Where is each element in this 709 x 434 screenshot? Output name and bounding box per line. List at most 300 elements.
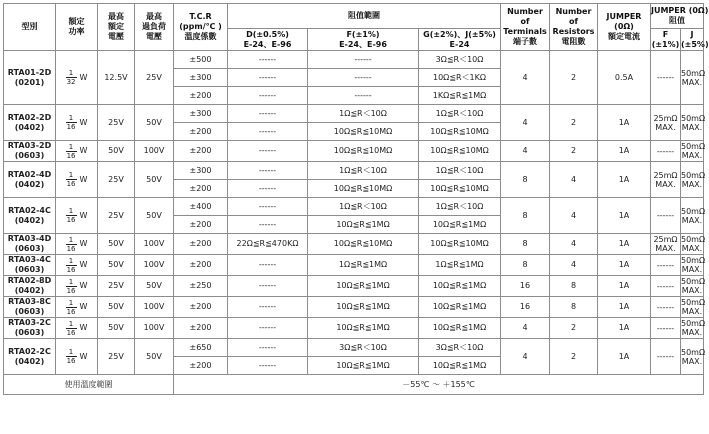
jumper-j-cell	[681, 198, 704, 234]
range-d-cell: ------	[228, 276, 308, 297]
power-denominator: 16	[66, 307, 76, 316]
range-gj-cell: 3Ω≦R＜10Ω	[419, 339, 501, 357]
power-denominator: 32	[66, 78, 76, 86]
power-fraction	[66, 320, 77, 337]
terminals-cell: 4	[501, 141, 550, 162]
package-size: (0402)	[14, 215, 45, 225]
power-fraction	[66, 69, 77, 86]
model-name: RTA02-4C	[8, 205, 51, 215]
max-voltage-cell: 25V	[98, 339, 135, 375]
power-unit: W	[79, 210, 88, 220]
range-gj-cell: 10Ω≦R≦1MΩ	[419, 318, 501, 339]
jumper-f-value: 25mΩ	[653, 113, 678, 123]
range-d-cell: ------	[228, 87, 308, 105]
jumper-current-cell: 1A	[598, 255, 651, 276]
max-voltage-cell: 12.5V	[98, 51, 135, 105]
terminals-cell: 4	[501, 318, 550, 339]
jumper-j-value: 50mΩ	[681, 347, 706, 357]
operating-temp-label: 使用溫度範圍	[4, 375, 174, 395]
header-rated-power: 額定 功率	[56, 4, 98, 51]
tcr-cell: ±300	[174, 105, 228, 123]
jumper-current-cell: 1A	[598, 297, 651, 318]
table-row	[4, 255, 704, 276]
max-voltage-cell: 50V	[98, 141, 135, 162]
jumper-j-value: 50mΩ	[681, 298, 706, 307]
max-overload-cell: 50V	[135, 105, 174, 141]
footer-row	[4, 375, 704, 395]
range-gj-cell: 1Ω≦R＜10Ω	[419, 105, 501, 123]
max-voltage-cell: 50V	[98, 318, 135, 339]
power-fraction	[66, 278, 77, 295]
model-name: RTA03-4D	[7, 234, 52, 243]
table-row	[4, 276, 704, 297]
terminals-cell: 8	[501, 162, 550, 198]
rated-power-cell	[56, 339, 98, 375]
power-denominator: 16	[66, 180, 76, 188]
header-tolerance-f: F(±1%) E-24、E-96	[308, 29, 419, 51]
range-gj-cell: 10Ω≦R≦10MΩ	[419, 123, 501, 141]
jumper-j-max: MAX.	[681, 356, 703, 366]
range-gj-cell: 10Ω≦R≦10MΩ	[419, 234, 501, 255]
range-f-cell: 10Ω≦R≦1MΩ	[308, 276, 419, 297]
jumper-j-max: MAX.	[681, 77, 703, 87]
range-d-cell: ------	[228, 255, 308, 276]
jumper-j-max: MAX.	[681, 122, 703, 132]
header-tolerance-gj: G(±2%)、J(±5%) E-24	[419, 29, 501, 51]
model-name: RTA02-4D	[7, 169, 52, 179]
jumper-j-value: 50mΩ	[681, 206, 706, 216]
power-unit: W	[79, 323, 88, 332]
model-name: RTA02-8D	[7, 276, 52, 285]
jumper-f-cell	[651, 234, 681, 255]
package-size: (0603)	[14, 265, 45, 274]
tcr-cell: ±200	[174, 180, 228, 198]
jumper-f-max: MAX.	[655, 244, 676, 253]
jumper-j-cell	[681, 276, 704, 297]
tcr-cell: ±200	[174, 318, 228, 339]
package-size: (0603)	[14, 328, 45, 337]
range-d-cell: ------	[228, 69, 308, 87]
resistors-cell: 4	[550, 162, 598, 198]
header-max-voltage: 最高 額定 電壓	[98, 4, 135, 51]
jumper-f-cell	[651, 141, 681, 162]
jumper-f-value: ------	[656, 211, 675, 220]
resistors-cell: 4	[550, 198, 598, 234]
jumper-f-cell	[651, 51, 681, 105]
jumper-current-cell: 1A	[598, 141, 651, 162]
jumper-current-cell: 1A	[598, 276, 651, 297]
jumper-current-cell: 1A	[598, 162, 651, 198]
rated-power-cell	[56, 198, 98, 234]
resistors-cell: 2	[550, 51, 598, 105]
header-model: 型別	[4, 4, 56, 51]
max-overload-cell: 100V	[135, 234, 174, 255]
power-numerator: 1	[66, 257, 77, 266]
terminals-cell: 8	[501, 255, 550, 276]
model-cell	[4, 51, 56, 105]
package-size: (0603)	[14, 244, 45, 253]
terminals-cell: 4	[501, 51, 550, 105]
range-d-cell: ------	[228, 318, 308, 339]
model-name: RTA03-8C	[8, 297, 51, 306]
tcr-cell: ±300	[174, 162, 228, 180]
tcr-cell: ±200	[174, 216, 228, 234]
jumper-f-value: ------	[656, 281, 675, 291]
tcr-cell: ±200	[174, 87, 228, 105]
range-f-cell: 1Ω≦R＜10Ω	[308, 162, 419, 180]
jumper-j-value: 50mΩ	[681, 170, 706, 180]
range-f-cell: 10Ω≦R≦10MΩ	[308, 180, 419, 198]
power-unit: W	[79, 146, 88, 155]
range-gj-cell: 1Ω≦R≦1MΩ	[419, 255, 501, 276]
jumper-f-value: 25mΩ	[653, 170, 678, 180]
rated-power-cell	[56, 255, 98, 276]
power-numerator: 1	[66, 278, 77, 287]
range-f-cell: 1Ω≦R≦1MΩ	[308, 255, 419, 276]
range-f-cell: ------	[308, 87, 419, 105]
model-name: RTA03-2C	[8, 318, 51, 327]
package-size: (0603)	[14, 307, 45, 316]
table-row	[4, 318, 704, 339]
range-gj-cell: 1Ω≦R＜10Ω	[419, 162, 501, 180]
rated-power-cell	[56, 297, 98, 318]
range-d-cell: ------	[228, 162, 308, 180]
jumper-f-cell	[651, 105, 681, 141]
power-unit: W	[79, 117, 88, 127]
max-voltage-cell: 50V	[98, 255, 135, 276]
range-f-cell: 10Ω≦R≦1MΩ	[308, 318, 419, 339]
jumper-current-cell: 1A	[598, 234, 651, 255]
jumper-f-cell	[651, 198, 681, 234]
resistors-cell: 8	[550, 276, 598, 297]
range-d-cell: ------	[228, 297, 308, 318]
terminals-cell: 16	[501, 276, 550, 297]
range-d-cell: ------	[228, 357, 308, 375]
range-gj-cell: 1KΩ≦R≦1MΩ	[419, 87, 501, 105]
jumper-current-cell: 1A	[598, 198, 651, 234]
max-voltage-cell: 50V	[98, 297, 135, 318]
jumper-f-value: ------	[656, 352, 675, 361]
model-cell	[4, 234, 56, 255]
tcr-cell: ±200	[174, 357, 228, 375]
jumper-current-cell: 0.5A	[598, 51, 651, 105]
range-d-cell: ------	[228, 216, 308, 234]
header-jumper-resistance: JUMPER (0Ω) 阻值	[651, 4, 704, 29]
jumper-current-cell: 1A	[598, 105, 651, 141]
jumper-j-max: MAX.	[681, 286, 703, 295]
max-voltage-cell: 25V	[98, 162, 135, 198]
power-denominator: 16	[66, 151, 76, 160]
tcr-cell: ±200	[174, 255, 228, 276]
range-f-cell: 10Ω≦R≦1MΩ	[308, 297, 419, 318]
tcr-cell: ±400	[174, 198, 228, 216]
jumper-j-cell	[681, 105, 704, 141]
jumper-f-value: 25mΩ	[653, 235, 678, 244]
jumper-j-cell	[681, 318, 704, 339]
rated-power-cell	[56, 276, 98, 297]
rated-power-cell	[56, 318, 98, 339]
model-cell	[4, 162, 56, 198]
jumper-j-cell	[681, 234, 704, 255]
power-fraction	[66, 171, 77, 188]
table-body	[4, 51, 704, 375]
jumper-f-max: MAX.	[655, 179, 676, 189]
max-overload-cell: 100V	[135, 297, 174, 318]
jumper-j-value: 50mΩ	[681, 319, 706, 328]
header-jumper-j: J (±5%)	[681, 29, 709, 49]
max-overload-cell: 100V	[135, 141, 174, 162]
tcr-cell: ±200	[174, 141, 228, 162]
table-row	[4, 198, 704, 216]
range-d-cell: ------	[228, 198, 308, 216]
power-fraction	[66, 236, 77, 253]
power-unit: W	[79, 72, 88, 82]
table-row	[4, 51, 704, 69]
table-row	[4, 105, 704, 123]
operating-temp-value: －55℃ ～ ＋155℃	[174, 375, 704, 395]
tcr-cell: ±500	[174, 51, 228, 69]
range-d-cell: 22Ω≦R≦470KΩ	[228, 234, 308, 255]
max-overload-cell: 25V	[135, 51, 174, 105]
model-name: RTA02-2C	[8, 346, 51, 356]
max-overload-cell: 50V	[135, 162, 174, 198]
rated-power-cell	[56, 141, 98, 162]
package-size: (0201)	[14, 77, 45, 87]
range-gj-cell: 10Ω≦R≦10MΩ	[419, 141, 501, 162]
table-row	[4, 141, 704, 162]
model-cell	[4, 276, 56, 297]
jumper-j-value: 50mΩ	[681, 68, 706, 78]
jumper-j-cell	[681, 339, 704, 375]
jumper-j-cell	[681, 51, 704, 105]
power-numerator: 1	[66, 320, 77, 329]
range-f-cell: 10Ω≦R≦10MΩ	[308, 123, 419, 141]
power-fraction	[66, 299, 77, 316]
tcr-cell: ±200	[174, 297, 228, 318]
spec-sheet	[3, 3, 709, 431]
table-row	[4, 162, 704, 180]
model-cell	[4, 141, 56, 162]
package-size: (0402)	[14, 286, 45, 295]
jumper-j-value: 50mΩ	[681, 277, 706, 286]
terminals-cell: 8	[501, 234, 550, 255]
header-terminals: Number of Terminals 端子數	[501, 4, 550, 51]
range-f-cell: 10Ω≦R≦1MΩ	[308, 357, 419, 375]
header-tolerance-d: D(±0.5%) E-24、E-96	[228, 29, 308, 51]
jumper-j-cell	[681, 297, 704, 318]
range-d-cell: ------	[228, 51, 308, 69]
resistors-cell: 8	[550, 297, 598, 318]
range-f-cell: 10Ω≦R≦1MΩ	[308, 216, 419, 234]
header-resistors: Number of Resistors 電阻數	[550, 4, 598, 51]
jumper-f-cell	[651, 318, 681, 339]
jumper-j-value: 50mΩ	[681, 256, 706, 265]
jumper-f-max: MAX.	[655, 122, 676, 132]
model-cell	[4, 105, 56, 141]
range-d-cell: ------	[228, 105, 308, 123]
range-gj-cell: 1Ω≦R＜10Ω	[419, 198, 501, 216]
table-row	[4, 339, 704, 357]
jumper-j-max: MAX.	[681, 151, 703, 160]
range-f-cell: 10Ω≦R≦10MΩ	[308, 141, 419, 162]
range-f-cell: 10Ω≦R≦10MΩ	[308, 234, 419, 255]
power-denominator: 16	[66, 286, 76, 295]
resistors-cell: 2	[550, 141, 598, 162]
range-gj-cell: 10Ω≦R≦10MΩ	[419, 180, 501, 198]
jumper-j-max: MAX.	[681, 244, 703, 253]
jumper-current-cell: 1A	[598, 318, 651, 339]
range-f-cell: 3Ω≦R＜10Ω	[308, 339, 419, 357]
max-overload-cell: 100V	[135, 318, 174, 339]
jumper-current-cell: 1A	[598, 339, 651, 375]
max-overload-cell: 100V	[135, 255, 174, 276]
power-numerator: 1	[66, 299, 77, 308]
power-unit: W	[79, 174, 88, 184]
power-fraction	[66, 143, 77, 160]
package-size: (0402)	[14, 356, 45, 366]
power-numerator: 1	[66, 348, 77, 357]
max-voltage-cell: 25V	[98, 276, 135, 297]
power-denominator: 16	[66, 123, 76, 131]
range-gj-cell: 3Ω≦R＜10Ω	[419, 51, 501, 69]
header-max-overload: 最高 過負荷 電壓	[135, 4, 174, 51]
rated-power-cell	[56, 162, 98, 198]
tcr-cell: ±200	[174, 123, 228, 141]
power-fraction	[66, 207, 77, 224]
package-size: (0603)	[14, 151, 45, 160]
range-f-cell: 1Ω≦R＜10Ω	[308, 198, 419, 216]
power-numerator: 1	[66, 207, 77, 216]
tcr-cell: ±250	[174, 276, 228, 297]
jumper-f-cell	[651, 276, 681, 297]
resistors-cell: 2	[550, 318, 598, 339]
model-name: RTA02-2D	[7, 112, 52, 122]
power-unit: W	[79, 239, 88, 248]
range-f-cell: ------	[308, 69, 419, 87]
jumper-f-value: ------	[656, 146, 675, 156]
rated-power-cell	[56, 105, 98, 141]
jumper-f-value: ------	[656, 302, 675, 312]
model-name: RTA01-2D	[7, 67, 52, 77]
jumper-j-cell	[681, 162, 704, 198]
power-numerator: 1	[66, 143, 77, 152]
jumper-j-value: 50mΩ	[681, 142, 706, 151]
resistor-spec-table	[3, 3, 709, 395]
resistors-cell: 4	[550, 234, 598, 255]
power-fraction	[66, 257, 77, 274]
terminals-cell: 16	[501, 297, 550, 318]
tcr-cell: ±300	[174, 69, 228, 87]
power-unit: W	[79, 260, 88, 269]
jumper-j-max: MAX.	[681, 265, 703, 274]
jumper-j-max: MAX.	[681, 328, 703, 337]
max-voltage-cell: 25V	[98, 198, 135, 234]
power-fraction	[66, 114, 77, 131]
jumper-f-value: ------	[656, 260, 675, 270]
tcr-cell: ±650	[174, 339, 228, 357]
package-size: (0402)	[14, 179, 45, 189]
jumper-j-value: 50mΩ	[681, 235, 706, 244]
terminals-cell: 8	[501, 198, 550, 234]
range-gj-cell: 10Ω≦R≦1MΩ	[419, 216, 501, 234]
rated-power-cell	[56, 51, 98, 105]
jumper-j-value: 50mΩ	[681, 113, 706, 123]
power-fraction	[66, 348, 77, 365]
jumper-f-cell	[651, 255, 681, 276]
range-gj-cell: 10Ω≦R＜1KΩ	[419, 69, 501, 87]
power-denominator: 16	[66, 328, 76, 337]
power-denominator: 16	[66, 244, 76, 253]
power-numerator: 1	[66, 171, 77, 180]
header-tcr: T.C.R (ppm/℃ ) 溫度係數	[174, 4, 228, 51]
range-gj-cell: 10Ω≦R≦1MΩ	[419, 297, 501, 318]
max-voltage-cell: 25V	[98, 105, 135, 141]
header-jumper-f: F (±1%)	[651, 29, 680, 49]
resistors-cell: 2	[550, 339, 598, 375]
max-voltage-cell: 50V	[98, 234, 135, 255]
model-cell	[4, 318, 56, 339]
table-row	[4, 234, 704, 255]
power-numerator: 1	[66, 114, 77, 123]
terminals-cell: 4	[501, 339, 550, 375]
model-cell	[4, 198, 56, 234]
jumper-f-cell	[651, 162, 681, 198]
terminals-cell: 4	[501, 105, 550, 141]
rated-power-cell	[56, 234, 98, 255]
jumper-f-value: ------	[656, 73, 675, 82]
header-row-top	[4, 4, 704, 29]
jumper-j-max: MAX.	[681, 307, 703, 316]
power-numerator: 1	[66, 69, 77, 78]
resistors-cell: 2	[550, 105, 598, 141]
range-f-cell: 1Ω≦R＜10Ω	[308, 105, 419, 123]
range-d-cell: ------	[228, 180, 308, 198]
jumper-j-cell	[681, 141, 704, 162]
max-overload-cell: 50V	[135, 198, 174, 234]
tcr-cell: ±200	[174, 234, 228, 255]
model-name: RTA03-4C	[8, 255, 51, 264]
jumper-f-cell	[651, 339, 681, 375]
power-denominator: 16	[66, 265, 76, 274]
jumper-j-cell	[681, 255, 704, 276]
power-numerator: 1	[66, 236, 77, 245]
range-gj-cell: 10Ω≦R≦1MΩ	[419, 276, 501, 297]
power-unit: W	[79, 281, 88, 290]
model-name: RTA03-2D	[7, 141, 52, 150]
range-d-cell: ------	[228, 339, 308, 357]
resistors-cell: 4	[550, 255, 598, 276]
power-denominator: 16	[66, 357, 76, 365]
power-denominator: 16	[66, 216, 76, 224]
model-cell	[4, 255, 56, 276]
range-gj-cell: 10Ω≦R≦1MΩ	[419, 357, 501, 375]
power-unit: W	[79, 351, 88, 361]
model-cell	[4, 297, 56, 318]
jumper-j-max: MAX.	[681, 179, 703, 189]
range-d-cell: ------	[228, 141, 308, 162]
max-overload-cell: 50V	[135, 339, 174, 375]
range-f-cell: ------	[308, 51, 419, 69]
model-cell	[4, 339, 56, 375]
header-jumper-current: JUMPER (0Ω) 額定電流	[598, 4, 651, 51]
max-overload-cell: 50V	[135, 276, 174, 297]
header-resistance-range: 阻值範圍	[228, 4, 501, 29]
jumper-f-cell	[651, 297, 681, 318]
package-size: (0402)	[14, 122, 45, 132]
table-row	[4, 297, 704, 318]
jumper-j-max: MAX.	[681, 215, 703, 225]
power-unit: W	[79, 302, 88, 311]
